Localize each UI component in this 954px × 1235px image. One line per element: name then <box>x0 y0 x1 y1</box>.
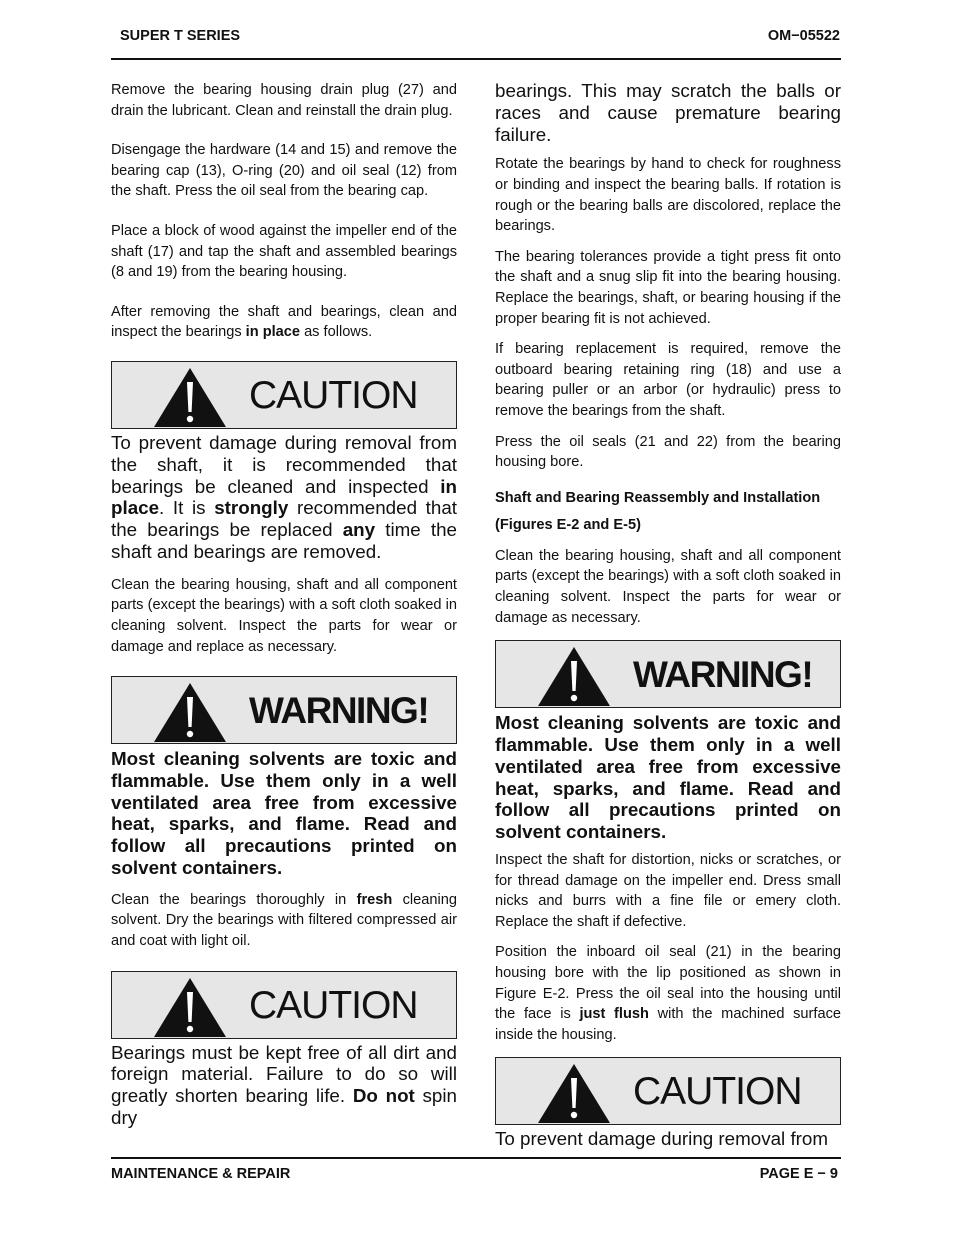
warning-text: Most cleaning solvents are toxic and flammable. Use them only in a well ventilated area free from excessive heat, sparks, and flame. Read and follow all precautions printed on solvent containers. <box>111 748 457 879</box>
caution-text: To prevent damage during removal from <box>495 1128 829 1150</box>
paragraph: Clean the bearing housing, shaft and all component parts (except the bearings) with a soft cloth soaked in cleaning solvent. Inspect the parts for wear or damage and replace as necessary. <box>111 576 457 655</box>
paragraph: After removing the shaft and bearings, clean and inspect the bearings in place as follows. <box>111 303 457 341</box>
header-series: SUPER T SERIES <box>120 28 241 44</box>
section-heading: Shaft and Bearing Reassembly and Installation <box>495 489 821 506</box>
footer-section: MAINTENANCE & REPAIR <box>111 1166 291 1182</box>
footer-rule <box>111 1157 841 1159</box>
footer-page-number: PAGE E − 9 <box>759 1166 838 1182</box>
paragraph: Rotate the bearings by hand to check for roughness or binding and inspect the bearing balls. If rotation is rough or the bearing balls are discolored, replace the bearings. <box>495 156 841 235</box>
caution-label: CAUTION <box>249 983 418 1027</box>
paragraph: If bearing replacement is required, remove the outboard bearing retaining ring (18) and use a bearing puller or an arbor (or hydraulic) press to remove the bearings from the shaft. <box>495 341 841 419</box>
paragraph: Press the oil seals (21 and 22) from the bearing housing bore. <box>495 433 841 471</box>
paragraph: Disengage the hardware (14 and 15) and remove the bearing cap (13), O-ring (20) and oil seal (12) from the shaft. Press the oil seal from the bearing cap. <box>111 142 457 200</box>
left-column <box>111 80 457 1129</box>
warning-label: WARNING! <box>249 690 429 732</box>
right-column <box>495 80 841 1150</box>
caution-text: Bearings must be kept free of all dirt and foreign material. Failure to do so will greatly shorten bearing life. Do not spin dry <box>111 1041 457 1129</box>
paragraph: Clean the bearings thoroughly in fresh cleaning solvent. Dry the bearings with filtered compressed air and coat with light oil. <box>111 891 457 950</box>
paragraph: The bearing tolerances provide a tight press fit onto the shaft and a snug slip fit into the bearing housing. Replace the bearings, shaft, or bearing housing if the proper bearing fit is not achieved. <box>495 248 841 327</box>
warning-triangle-icon <box>152 366 228 428</box>
paragraph: bearings. This may scratch the balls or races and cause premature bearing failure. <box>495 80 841 145</box>
warning-box <box>111 676 457 744</box>
header-rule <box>111 58 841 60</box>
warning-label: WARNING! <box>633 654 813 696</box>
caution-box <box>111 971 457 1039</box>
caution-text: To prevent damage during removal from the shaft, it is recommended that bearings be cleaned and inspected in place. It is strongly recommended that the bearings be replaced any time the shaft and bearings are removed. <box>111 431 457 562</box>
caution-label: CAUTION <box>249 373 418 417</box>
warning-triangle-icon <box>536 645 612 707</box>
warning-triangle-icon <box>152 681 228 743</box>
caution-box <box>111 361 457 429</box>
paragraph: Position the inboard oil seal (21) in the bearing housing bore with the lip positioned as shown in Figure E-2. Press the oil seal into the housing until the face is just flush with the machined surface inside the housing. <box>495 944 841 1043</box>
section-heading: (Figures E-2 and E-5) <box>495 517 641 534</box>
paragraph: Remove the bearing housing drain plug (27) and drain the lubricant. Clean and reinstall the drain plug. <box>111 82 457 119</box>
caution-box <box>495 1057 841 1125</box>
warning-text: Most cleaning solvents are toxic and flammable. Use them only in a well ventilated area free from excessive heat, sparks, and flame. Read and follow all precautions printed on solvent containers. <box>495 712 841 843</box>
header-doc-number: OM−05522 <box>767 28 840 44</box>
paragraph: Place a block of wood against the impeller end of the shaft (17) and tap the shaft and assembled bearings (8 and 19) from the bearing housing. <box>111 222 457 281</box>
caution-label: CAUTION <box>633 1070 802 1114</box>
paragraph: Inspect the shaft for distortion, nicks or scratches, or for thread damage on the impeller end. Dress small nicks and burrs with a fine file or emery cloth. Replace the shaft if defective. <box>495 852 841 930</box>
warning-triangle-icon <box>536 1062 612 1124</box>
warning-box <box>495 640 841 708</box>
warning-triangle-icon <box>152 976 228 1038</box>
paragraph: Clean the bearing housing, shaft and all component parts (except the bearings) with a soft cloth soaked in cleaning solvent. Inspect the parts for wear or damage as necessary. <box>495 547 841 626</box>
